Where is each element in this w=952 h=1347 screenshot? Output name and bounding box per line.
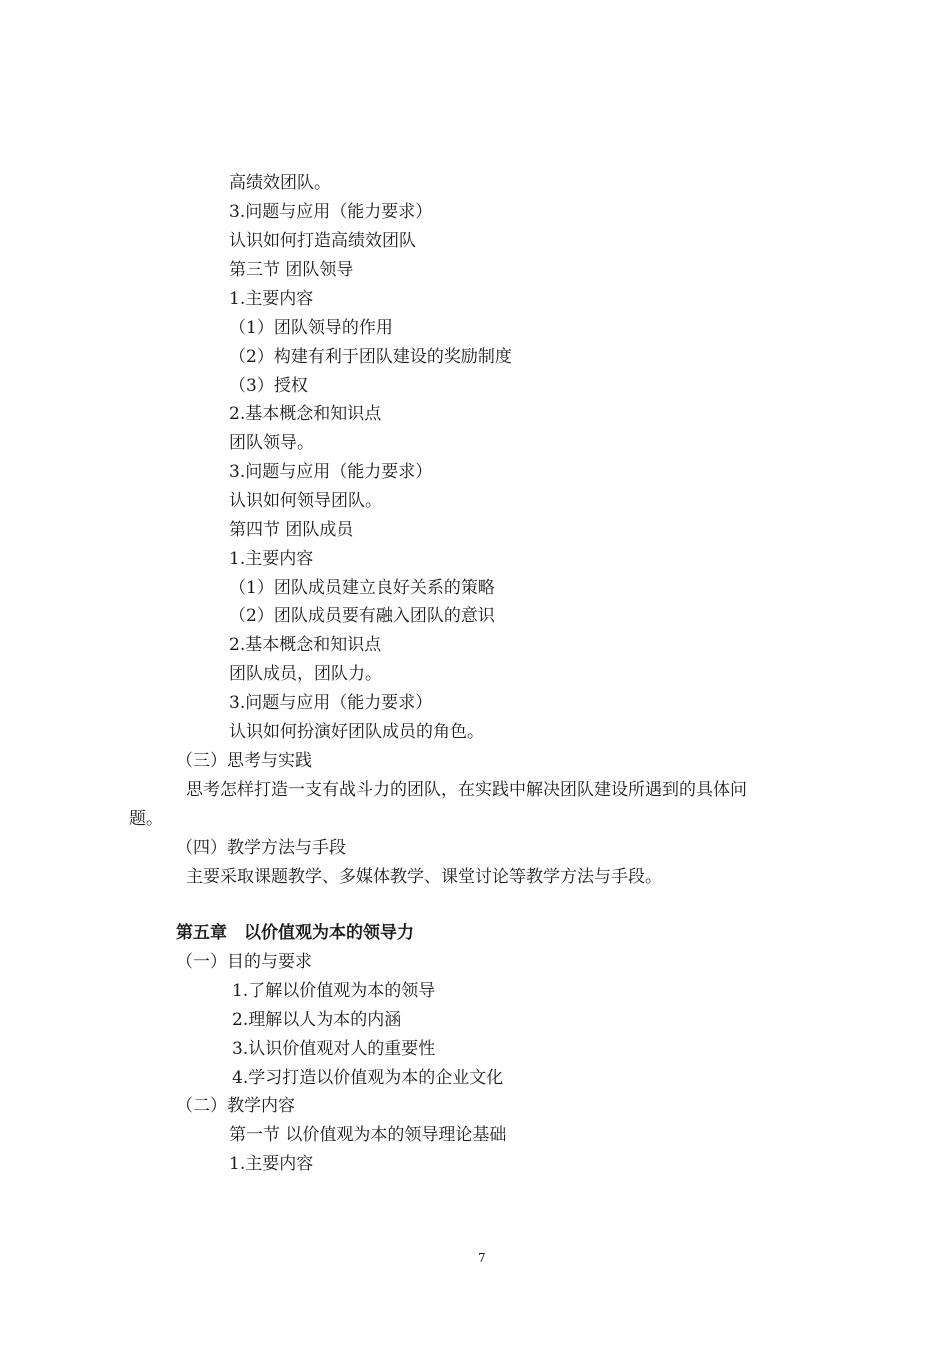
subsection-title: （一）目的与要求	[176, 952, 312, 972]
list-item: （1）团队领导的作用	[229, 318, 393, 338]
subsection-title: （二）教学内容	[176, 1096, 295, 1116]
text-line: 团队成员，团队力。	[229, 664, 382, 684]
list-item: 2.理解以人为本的内涵	[232, 1010, 402, 1030]
list-item: 4.学习打造以价值观为本的企业文化	[232, 1068, 504, 1088]
text-line: 3.问题与应用（能力要求）	[229, 202, 433, 222]
text-line: 1.主要内容	[229, 549, 314, 569]
list-item: （2）构建有利于团队建设的奖励制度	[229, 347, 512, 367]
section-title: 第四节 团队成员	[229, 520, 354, 540]
text-line: 2.基本概念和知识点	[229, 404, 382, 424]
text-line: 高绩效团队。	[229, 173, 331, 193]
chapter-heading: 第五章 以价值观为本的领导力	[176, 923, 414, 943]
section-title: 第三节 团队领导	[229, 260, 354, 280]
subsection-title: （四）教学方法与手段	[176, 838, 346, 858]
list-item: 3.认识价值观对人的重要性	[232, 1039, 436, 1059]
list-item: （2）团队成员要有融入团队的意识	[229, 606, 495, 626]
page-number: 7	[478, 1251, 486, 1265]
text-line: 1.主要内容	[229, 1154, 314, 1174]
section-title: 第一节 以价值观为本的领导理论基础	[229, 1125, 507, 1145]
list-item: （3）授权	[229, 376, 308, 396]
text-line: 认识如何打造高绩效团队	[229, 231, 416, 251]
paragraph-line: 思考怎样打造一支有战斗力的团队，在实践中解决团队建设所遇到的具体问	[186, 780, 747, 800]
paragraph-line: 主要采取课题教学、多媒体教学、课堂讨论等教学方法与手段。	[186, 867, 662, 887]
paragraph-line: 题。	[129, 809, 163, 829]
text-line: 3.问题与应用（能力要求）	[229, 693, 433, 713]
text-line: 认识如何领导团队。	[229, 491, 382, 511]
text-line: 团队领导。	[229, 433, 314, 453]
text-line: 1.主要内容	[229, 289, 314, 309]
list-item: 1.了解以价值观为本的领导	[232, 981, 436, 1001]
text-line: 3.问题与应用（能力要求）	[229, 462, 433, 482]
text-line: 认识如何扮演好团队成员的角色。	[229, 722, 484, 742]
subsection-title: （三）思考与实践	[176, 751, 312, 771]
list-item: （1）团队成员建立良好关系的策略	[229, 578, 495, 598]
text-line: 2.基本概念和知识点	[229, 635, 382, 655]
